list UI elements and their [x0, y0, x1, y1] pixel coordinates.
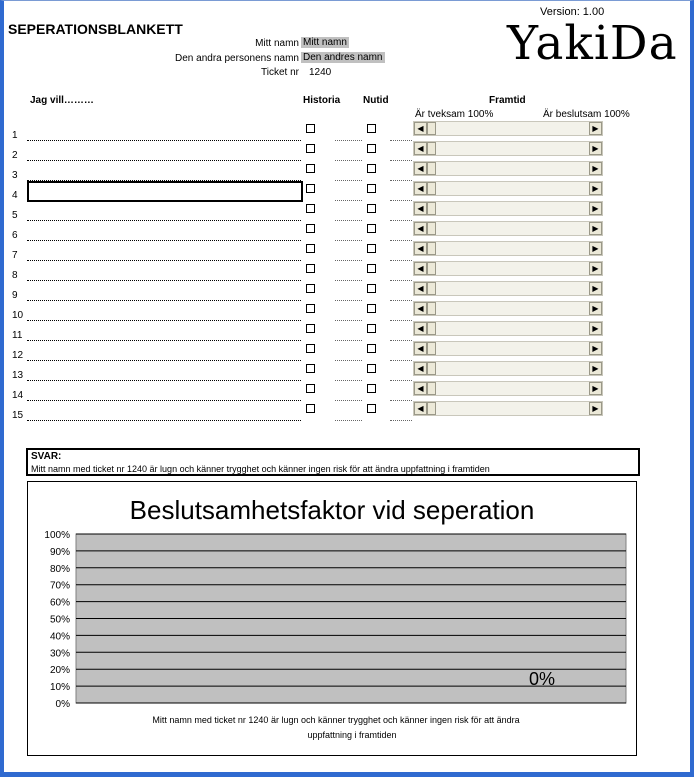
history-checkbox[interactable]: [306, 364, 315, 373]
future-slider[interactable]: [413, 301, 603, 316]
answer-title: SVAR:: [31, 451, 62, 462]
slider-right-arrow-icon[interactable]: ▶: [589, 202, 602, 215]
history-checkbox[interactable]: [306, 124, 315, 133]
history-checkbox[interactable]: [306, 324, 315, 333]
row-number: 15: [12, 410, 24, 421]
present-line: [390, 199, 412, 201]
future-header: Framtid: [489, 95, 526, 106]
my-name-field[interactable]: Mitt namn: [303, 37, 347, 48]
future-slider[interactable]: [413, 201, 603, 216]
row-number: 9: [12, 290, 18, 301]
y-tick-label: 70%: [49, 580, 70, 592]
present-line: [390, 379, 412, 381]
present-checkbox[interactable]: [367, 164, 376, 173]
doubtful-label: Är tveksam 100%: [415, 109, 494, 120]
present-header: Nutid: [363, 95, 389, 106]
want-input-row-13[interactable]: [27, 367, 301, 381]
slider-thumb[interactable]: [427, 302, 436, 315]
slider-right-arrow-icon[interactable]: ▶: [589, 382, 602, 395]
slider-thumb[interactable]: [427, 262, 436, 275]
y-tick-label: 60%: [49, 597, 70, 609]
slider-left-arrow-icon[interactable]: ◀: [414, 402, 427, 415]
future-slider[interactable]: [413, 161, 603, 176]
history-checkbox[interactable]: [306, 204, 315, 213]
slider-thumb[interactable]: [427, 282, 436, 295]
slider-right-arrow-icon[interactable]: ▶: [589, 282, 602, 295]
row-number: 1: [12, 130, 18, 141]
other-name-label: Den andra personens namn: [175, 53, 299, 64]
want-input-row-15[interactable]: [27, 407, 301, 421]
history-checkbox[interactable]: [306, 304, 315, 313]
slider-left-arrow-icon[interactable]: ◀: [414, 302, 427, 315]
slider-left-arrow-icon[interactable]: ◀: [414, 342, 427, 355]
want-input-row-8[interactable]: [27, 267, 301, 281]
y-tick-label: 40%: [49, 631, 70, 643]
row-number: 6: [12, 230, 18, 241]
want-input-row-5[interactable]: [27, 207, 301, 221]
history-checkbox[interactable]: [306, 404, 315, 413]
my-name-label: Mitt namn: [255, 38, 299, 49]
y-tick-label: 10%: [49, 682, 70, 694]
want-header: Jag vill………: [30, 95, 94, 106]
slider-thumb[interactable]: [427, 182, 436, 195]
version-label: Version: 1.00: [540, 6, 605, 18]
slider-left-arrow-icon[interactable]: ◀: [414, 262, 427, 275]
slider-thumb[interactable]: [427, 322, 436, 335]
history-checkbox[interactable]: [306, 344, 315, 353]
history-line: [335, 319, 362, 321]
want-input-row-1[interactable]: [27, 127, 301, 141]
slider-right-arrow-icon[interactable]: ▶: [589, 162, 602, 175]
present-checkbox[interactable]: [367, 184, 376, 193]
history-line: [335, 139, 362, 141]
history-line: [335, 259, 362, 261]
slider-thumb[interactable]: [427, 122, 436, 135]
row-number: 3: [12, 170, 18, 181]
want-input-row-10[interactable]: [27, 307, 301, 321]
row-number: 2: [12, 150, 18, 161]
future-slider[interactable]: [413, 141, 603, 156]
slider-right-arrow-icon[interactable]: ▶: [589, 322, 602, 335]
slider-left-arrow-icon[interactable]: ◀: [414, 322, 427, 335]
slider-left-arrow-icon[interactable]: ◀: [414, 242, 427, 255]
want-input-row-14[interactable]: [27, 387, 301, 401]
want-input-row-6[interactable]: [27, 227, 301, 241]
slider-left-arrow-icon[interactable]: ◀: [414, 202, 427, 215]
answer-text: Mitt namn med ticket nr 1240 är lugn och känner trygghet och känner ingen risk för att ändra uppfattning i framtiden: [31, 464, 490, 474]
y-tick-label: 90%: [49, 546, 70, 558]
y-tick-label: 30%: [49, 648, 70, 660]
slider-right-arrow-icon[interactable]: ▶: [589, 362, 602, 375]
row-number: 14: [12, 390, 24, 401]
bar-data-label: 0%: [528, 669, 556, 689]
row-number: 8: [12, 270, 18, 281]
answer-box: [26, 448, 640, 476]
present-checkbox[interactable]: [367, 124, 376, 133]
slider-right-arrow-icon[interactable]: ▶: [589, 122, 602, 135]
y-tick-label: 20%: [49, 665, 70, 677]
present-line: [390, 239, 412, 241]
want-input-row-2[interactable]: [27, 147, 301, 161]
x-axis-label-line2: uppfattning i framtiden: [307, 730, 397, 740]
history-line: [335, 239, 362, 241]
ticket-label: Ticket nr: [261, 67, 299, 78]
slider-left-arrow-icon[interactable]: ◀: [414, 122, 427, 135]
slider-left-arrow-icon[interactable]: ◀: [414, 382, 427, 395]
history-line: [335, 379, 362, 381]
slider-thumb[interactable]: [427, 202, 436, 215]
present-checkbox[interactable]: [367, 384, 376, 393]
present-checkbox[interactable]: [367, 304, 376, 313]
history-line: [335, 299, 362, 301]
row-number: 12: [12, 350, 24, 361]
history-line: [335, 159, 362, 161]
yakida-logo: YakiDa: [507, 16, 678, 71]
history-checkbox[interactable]: [306, 244, 315, 253]
slider-thumb[interactable]: [427, 342, 436, 355]
present-line: [390, 279, 412, 281]
other-name-field[interactable]: Den andres namn: [303, 52, 383, 63]
present-checkbox[interactable]: [367, 344, 376, 353]
ticket-value: 1240: [309, 67, 332, 78]
slider-right-arrow-icon[interactable]: ▶: [589, 222, 602, 235]
slider-thumb[interactable]: [427, 222, 436, 235]
future-slider[interactable]: [413, 401, 603, 416]
slider-right-arrow-icon[interactable]: ▶: [589, 402, 602, 415]
present-checkbox[interactable]: [367, 364, 376, 373]
present-checkbox[interactable]: [367, 224, 376, 233]
want-input-row-9[interactable]: [27, 287, 301, 301]
x-axis-label-line1: Mitt namn med ticket nr 1240 är lugn och känner trygghet och känner ingen risk för att ändra: [152, 715, 520, 725]
slider-thumb[interactable]: [427, 382, 436, 395]
want-input-row-4[interactable]: [27, 181, 303, 202]
slider-right-arrow-icon[interactable]: ▶: [589, 302, 602, 315]
present-line: [390, 339, 412, 341]
history-checkbox[interactable]: [306, 224, 315, 233]
decisiveness-chart: [27, 481, 637, 756]
history-checkbox[interactable]: [306, 284, 315, 293]
present-checkbox[interactable]: [367, 404, 376, 413]
present-line: [390, 259, 412, 261]
slider-left-arrow-icon[interactable]: ◀: [414, 182, 427, 195]
decisive-label: Är beslutsam 100%: [543, 109, 630, 120]
present-checkbox[interactable]: [367, 324, 376, 333]
present-line: [390, 159, 412, 161]
future-slider[interactable]: [413, 341, 603, 356]
history-line: [335, 419, 362, 421]
history-line: [335, 339, 362, 341]
slider-right-arrow-icon[interactable]: ▶: [589, 262, 602, 275]
slider-left-arrow-icon[interactable]: ◀: [414, 282, 427, 295]
future-slider[interactable]: [413, 321, 603, 336]
present-checkbox[interactable]: [367, 204, 376, 213]
slider-thumb[interactable]: [427, 162, 436, 175]
present-line: [390, 219, 412, 221]
history-line: [335, 199, 362, 201]
slider-left-arrow-icon[interactable]: ◀: [414, 162, 427, 175]
row-number: 5: [12, 210, 18, 221]
slider-thumb[interactable]: [427, 142, 436, 155]
present-checkbox[interactable]: [367, 284, 376, 293]
history-line: [335, 219, 362, 221]
history-checkbox[interactable]: [306, 184, 315, 193]
row-number: 13: [12, 370, 24, 381]
present-checkbox[interactable]: [367, 244, 376, 253]
row-number: 11: [12, 330, 23, 341]
y-tick-label: 0%: [55, 699, 70, 710]
present-line: [390, 299, 412, 301]
history-checkbox[interactable]: [306, 144, 315, 153]
chart-title: Beslutsamhetsfaktor vid seperation: [129, 495, 535, 525]
slider-thumb[interactable]: [427, 362, 436, 375]
want-input-row-7[interactable]: [27, 247, 301, 261]
y-tick-label: 80%: [49, 563, 70, 575]
present-line: [390, 179, 412, 181]
want-input-row-12[interactable]: [27, 347, 301, 361]
future-slider[interactable]: [413, 181, 603, 196]
want-input-row-11[interactable]: [27, 327, 301, 341]
present-line: [390, 399, 412, 401]
history-line: [335, 399, 362, 401]
future-slider[interactable]: [413, 261, 603, 276]
slider-left-arrow-icon[interactable]: ◀: [414, 362, 427, 375]
present-checkbox[interactable]: [367, 144, 376, 153]
history-line: [335, 279, 362, 281]
present-line: [390, 359, 412, 361]
future-slider[interactable]: [413, 281, 603, 296]
want-input-row-3[interactable]: [27, 167, 301, 181]
y-tick-label: 50%: [49, 614, 70, 626]
future-slider[interactable]: [413, 381, 603, 396]
present-line: [390, 139, 412, 141]
history-checkbox[interactable]: [306, 384, 315, 393]
history-line: [335, 359, 362, 361]
slider-thumb[interactable]: [427, 402, 436, 415]
row-number: 7: [12, 250, 18, 261]
present-line: [390, 319, 412, 321]
form-title: SEPERATIONSBLANKETT: [8, 21, 183, 37]
chart-svg: [28, 482, 636, 755]
history-header: Historia: [303, 95, 341, 106]
slider-right-arrow-icon[interactable]: ▶: [589, 342, 602, 355]
slider-left-arrow-icon[interactable]: ◀: [414, 142, 427, 155]
history-checkbox[interactable]: [306, 264, 315, 273]
history-checkbox[interactable]: [306, 164, 315, 173]
y-tick-label: 100%: [44, 530, 70, 541]
future-slider[interactable]: [413, 241, 603, 256]
slider-thumb[interactable]: [427, 242, 436, 255]
row-number: 4: [12, 190, 18, 201]
slider-right-arrow-icon[interactable]: ▶: [589, 182, 602, 195]
history-line: [335, 179, 362, 181]
future-slider[interactable]: [413, 221, 603, 236]
slider-right-arrow-icon[interactable]: ▶: [589, 142, 602, 155]
slider-left-arrow-icon[interactable]: ◀: [414, 222, 427, 235]
future-slider[interactable]: [413, 361, 603, 376]
row-number: 10: [12, 310, 24, 321]
present-line: [390, 419, 412, 421]
slider-right-arrow-icon[interactable]: ▶: [589, 242, 602, 255]
present-checkbox[interactable]: [367, 264, 376, 273]
future-slider[interactable]: [413, 121, 603, 136]
